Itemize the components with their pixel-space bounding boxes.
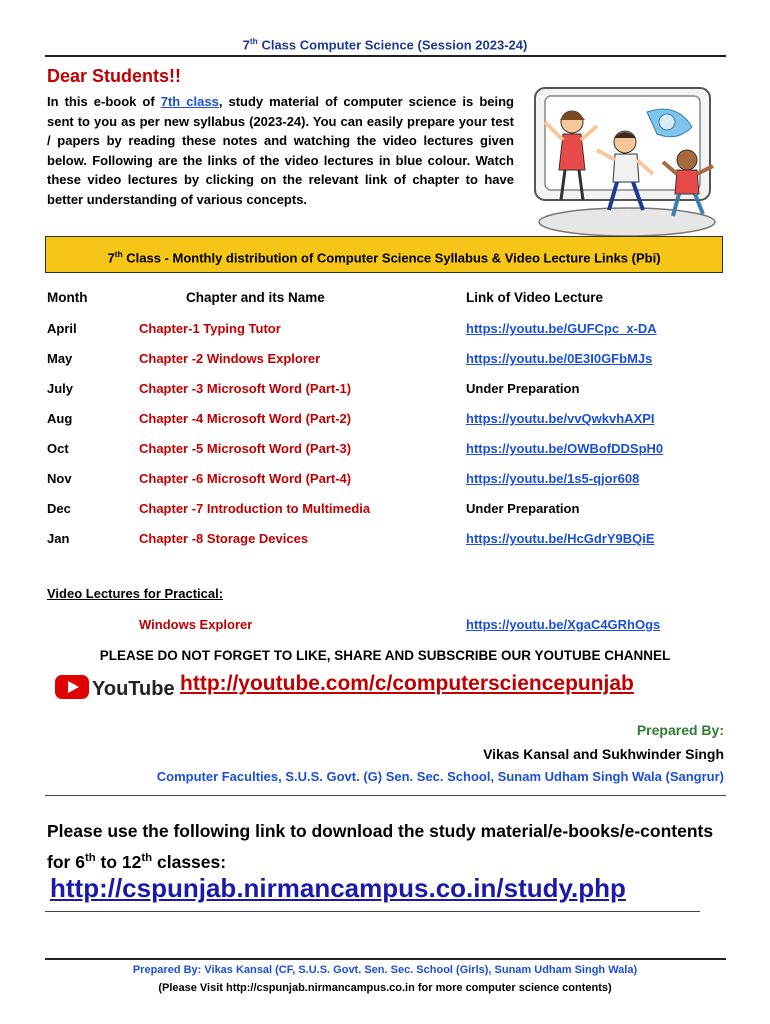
video-link[interactable]: https://youtu.be/HcGdrY9BQiE bbox=[466, 531, 655, 546]
column-header-link: Link of Video Lecture bbox=[466, 290, 604, 305]
video-link[interactable]: https://youtu.be/1s5-qjor608 bbox=[466, 471, 640, 486]
author-names: Vikas Kansal and Sukhwinder Singh bbox=[483, 746, 724, 762]
section-divider bbox=[45, 911, 700, 912]
table-row bbox=[0, 501, 770, 521]
row-chapter: Chapter-1 Typing Tutor bbox=[139, 321, 281, 336]
column-header-month: Month bbox=[47, 290, 88, 305]
table-row bbox=[0, 531, 770, 551]
practical-topic: Windows Explorer bbox=[139, 617, 253, 632]
column-header-chapter: Chapter and its Name bbox=[186, 290, 325, 305]
row-chapter: Chapter -7 Introduction to Multimedia bbox=[139, 501, 371, 516]
kids-computer-illustration bbox=[527, 82, 727, 242]
practical-row bbox=[0, 617, 770, 637]
video-status: Under Preparation bbox=[466, 501, 580, 516]
row-month: Nov bbox=[47, 471, 72, 486]
practical-heading: Video Lectures for Practical: bbox=[47, 586, 224, 601]
header-divider bbox=[45, 55, 726, 57]
video-link[interactable]: https://youtu.be/GUFCpc_x-DA bbox=[466, 321, 657, 336]
youtube-logo-text: YouTube bbox=[92, 678, 175, 700]
prepared-by-label: Prepared By: bbox=[636, 722, 724, 738]
table-row bbox=[0, 441, 770, 461]
footer-prepared-by: Prepared By: Vikas Kansal (CF, S.U.S. Govt. Sen. Sec. School (Girls), Sunam Udham Singh Wala) bbox=[132, 964, 638, 976]
row-chapter: Chapter -8 Storage Devices bbox=[139, 531, 309, 546]
syllabus-banner: 7th Class - Monthly distribution of Computer Science Syllabus & Video Lecture Links (Pbi) bbox=[45, 236, 723, 273]
practical-video-link[interactable]: https://youtu.be/XgaC4GRhOgs bbox=[466, 617, 661, 632]
greeting: Dear Students!! bbox=[47, 66, 182, 86]
youtube-logo-icon bbox=[55, 672, 175, 702]
row-month: May bbox=[47, 351, 73, 366]
video-status: Under Preparation bbox=[466, 381, 580, 396]
table-row bbox=[0, 381, 770, 401]
study-material-link[interactable]: http://cspunjab.nirmancampus.co.in/study.php bbox=[50, 873, 626, 903]
section-divider bbox=[45, 795, 726, 796]
table-row bbox=[0, 471, 770, 491]
footer-divider bbox=[45, 958, 726, 960]
faculty-line: Computer Faculties, S.U.S. Govt. (G) Sen. Sec. School, Sunam Udham Singh Wala (Sangrur) bbox=[156, 769, 724, 784]
page-header: 7th Class Computer Science (Session 2023-24) bbox=[242, 36, 528, 53]
row-month: Oct bbox=[47, 441, 69, 456]
row-month: July bbox=[47, 381, 74, 396]
row-month: Dec bbox=[47, 501, 71, 516]
row-month: Aug bbox=[47, 411, 73, 426]
download-notice: Please use the following link to download the study material/e-books/e-contents for 6th to 12th classes: bbox=[47, 821, 714, 872]
table-row bbox=[0, 321, 770, 341]
table-row bbox=[0, 411, 770, 431]
row-chapter: Chapter -5 Microsoft Word (Part-3) bbox=[139, 441, 352, 456]
row-chapter: Chapter -2 Windows Explorer bbox=[139, 351, 321, 366]
class-link[interactable]: 7th class bbox=[160, 94, 219, 109]
subscribe-reminder: PLEASE DO NOT FORGET TO LIKE, SHARE AND SUBSCRIBE OUR YOUTUBE CHANNEL bbox=[99, 648, 671, 663]
video-link[interactable]: https://youtu.be/OWBofDDSpH0 bbox=[466, 441, 664, 456]
footer-visit-note: (Please Visit http://cspunjab.nirmancampus.co.in for more computer science contents) bbox=[158, 982, 612, 994]
video-link[interactable]: https://youtu.be/0E3I0GFbMJs bbox=[466, 351, 653, 366]
row-month: April bbox=[47, 321, 77, 336]
row-chapter: Chapter -4 Microsoft Word (Part-2) bbox=[139, 411, 352, 426]
row-chapter: Chapter -3 Microsoft Word (Part-1) bbox=[139, 381, 352, 396]
youtube-channel-link[interactable]: http://youtube.com/c/computersciencepunjab bbox=[180, 672, 634, 695]
row-month: Jan bbox=[47, 531, 70, 546]
video-link[interactable]: https://youtu.be/vvQwkvhAXPI bbox=[466, 411, 655, 426]
intro-paragraph: In this e-book of 7th class, study material of computer science is being sent to you as per new syllabus (2023-24). You can easily prepare your test / papers by reading these notes and watching the video lectures given below. Following are the links of the video lectures in blue colour. Watch these video lectures by clicking on the relevant link of chapter to have better understanding of various concepts. bbox=[47, 94, 514, 207]
table-row bbox=[0, 351, 770, 371]
row-chapter: Chapter -6 Microsoft Word (Part-4) bbox=[139, 471, 352, 486]
